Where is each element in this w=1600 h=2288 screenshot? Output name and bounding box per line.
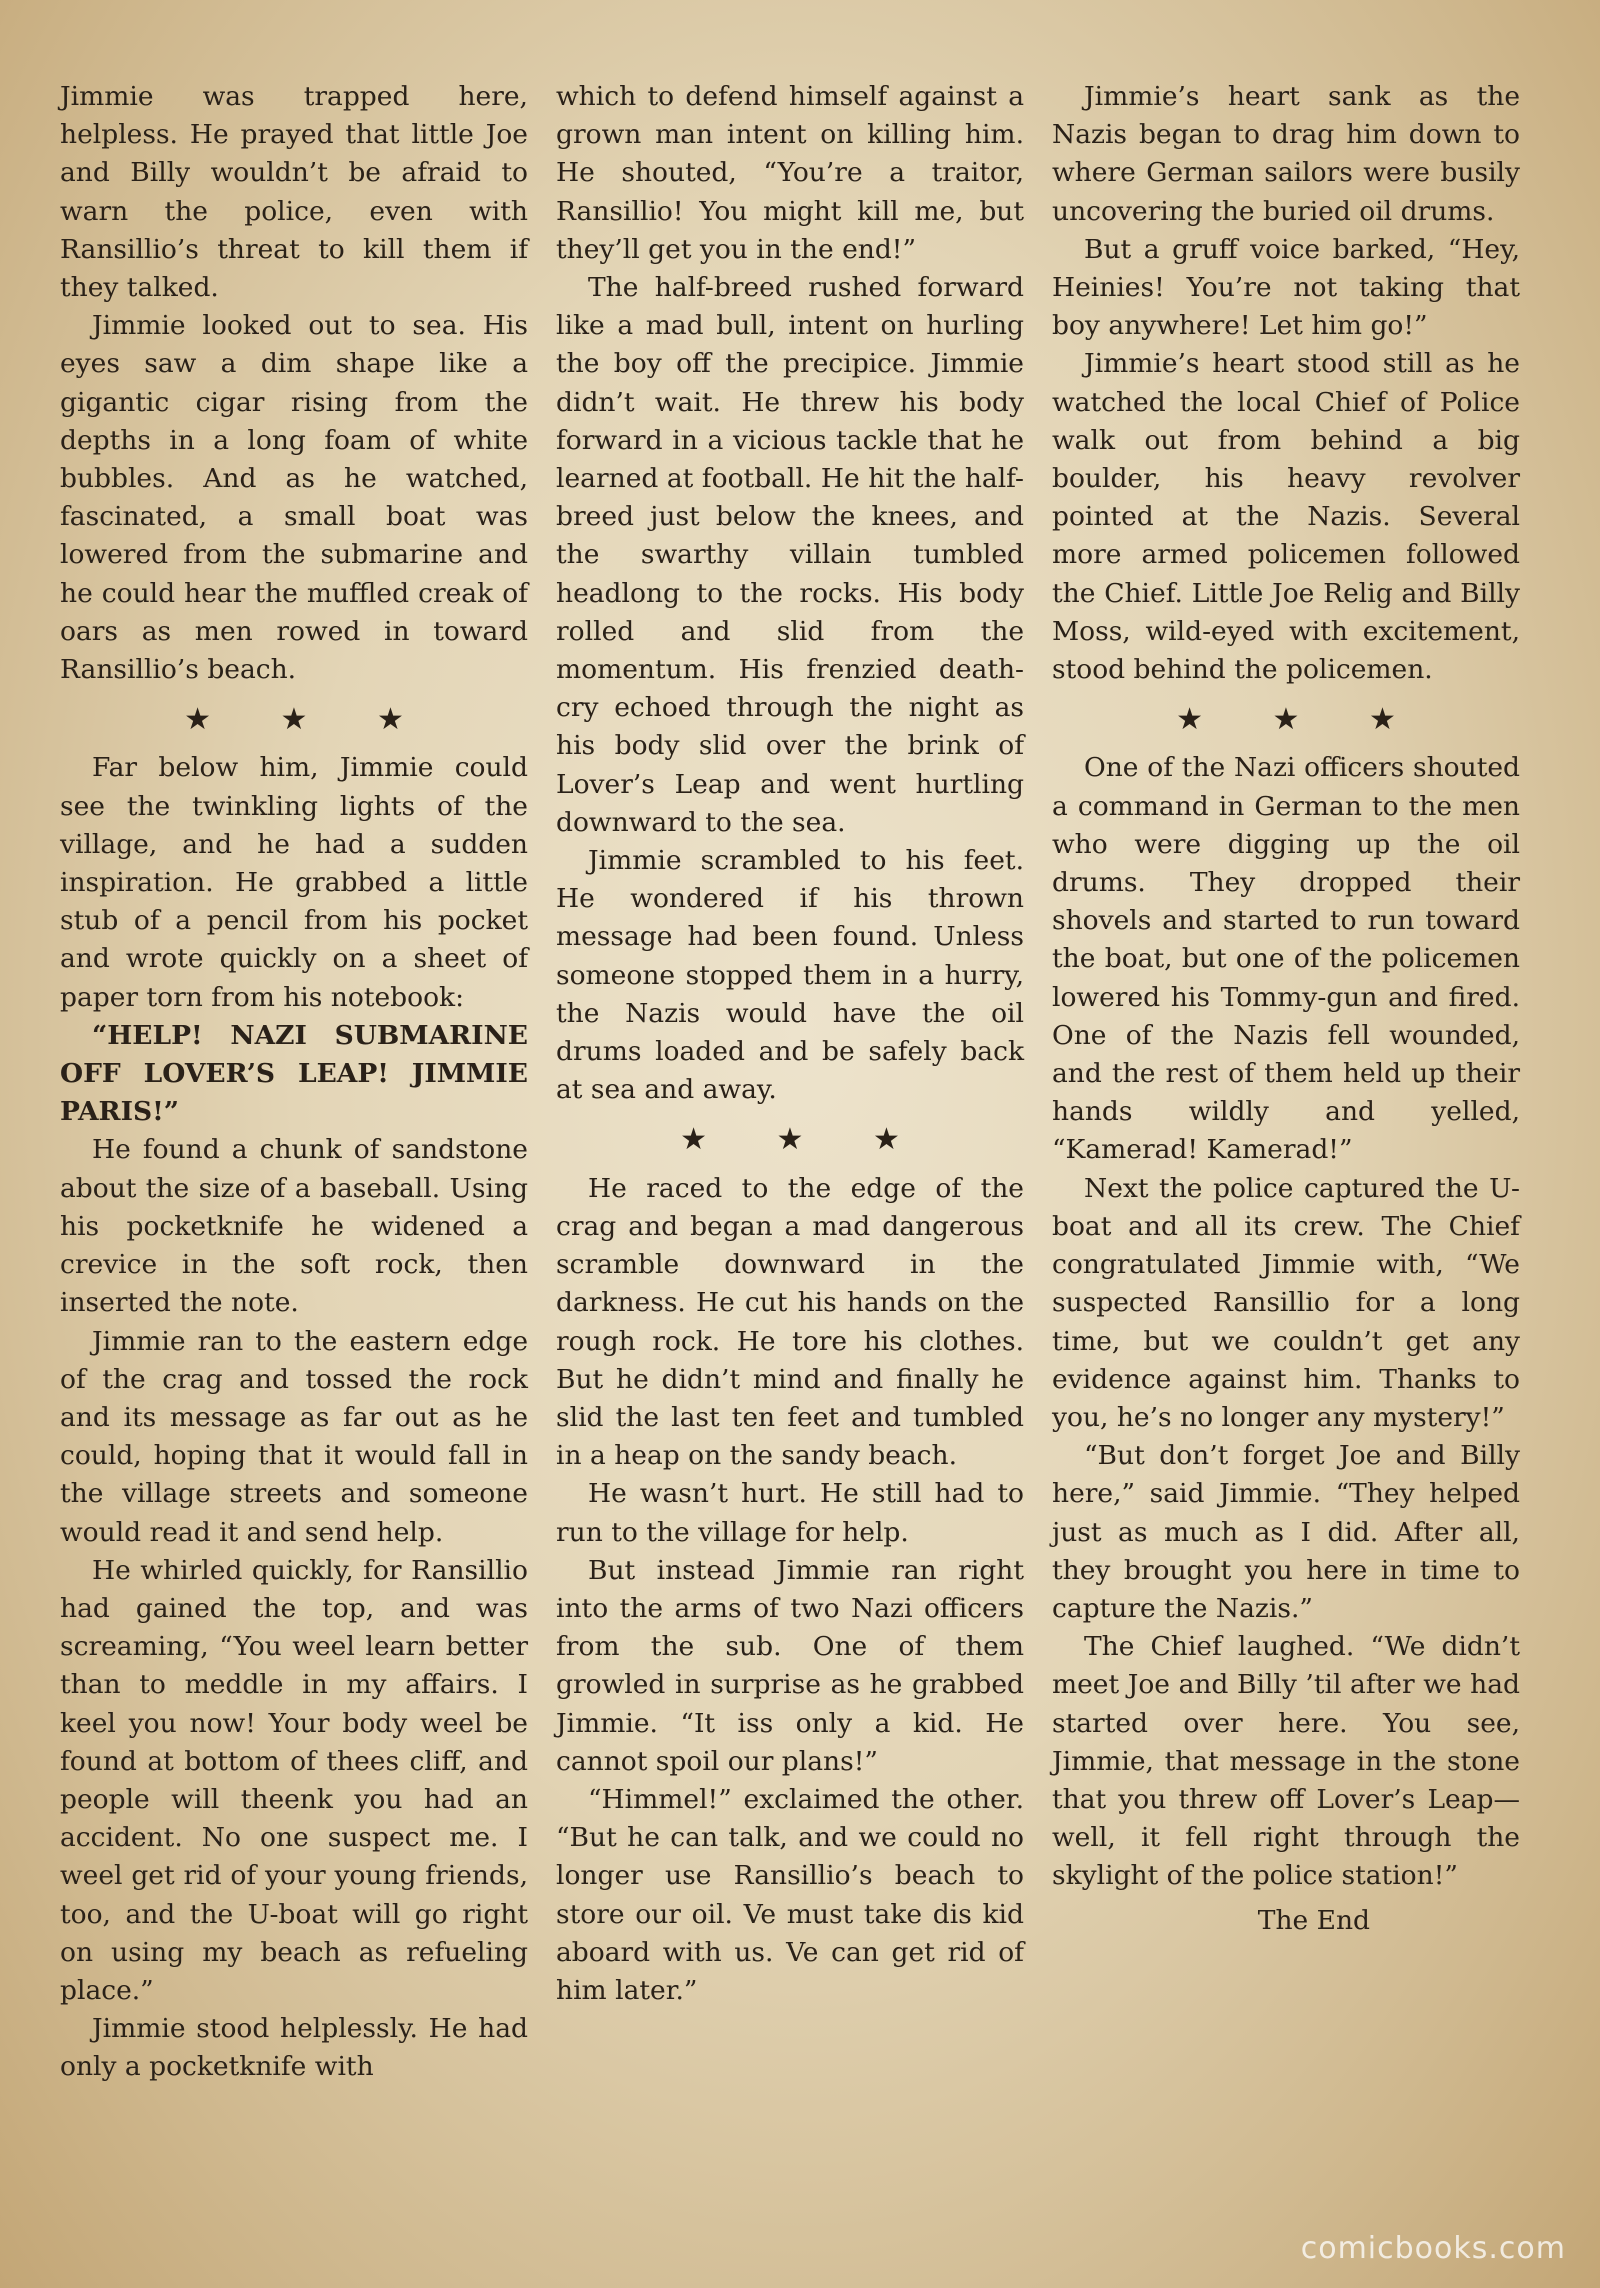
paragraph: which to defend himself against a grown man intent on killing him. He shouted, “You’re a traitor, Ransillio! You might kill me, but they’ll get you in the end!” xyxy=(556,81,1024,265)
paragraph: He found a chunk of sandstone about the size of a baseball. Using his pocketknife he widened a crevice in the soft rock, then inserted the note. xyxy=(60,1134,528,1319)
paragraph: He wasn’t hurt. He still had to run to the village for help. xyxy=(556,1478,1024,1548)
paragraph: “Himmel!” exclaimed the other. “But he can talk, and we could no longer use Ransillio’s beach to store our oil. Ve must take dis kid aboard with us. Ve can get rid of him later.” xyxy=(556,1783,1024,2006)
paragraph: The Chief laughed. “We didn’t meet Joe and Billy ’til after we had started over here. You see, Jimmie, that message in the stone that you threw off Lover’s Leap—well, it fell right through the skylight of the police station!” xyxy=(1052,1631,1520,1892)
section-break-stars: ★ ★ ★ xyxy=(680,1122,930,1158)
watermark: comicbooks.com xyxy=(1300,2231,1566,2266)
paragraph: “HELP! NAZI SUBMARINE OFF LOVER’S LEAP! JIMMIE PARIS!” xyxy=(60,1019,528,1128)
paragraph: But a gruff voice barked, “Hey, Heinies! You’re not taking that boy anywhere! Let him go!” xyxy=(1052,233,1520,342)
paragraph: Jimmie was trapped here, helpless. He prayed that little Joe and Billy wouldn’t be afraid to warn the police, even with Ransillio’s threat to kill them if they talked. xyxy=(60,81,528,304)
section-break-stars: ★ ★ ★ xyxy=(184,702,434,738)
paragraph: Jimmie stood helplessly. He had only a pocketknife with xyxy=(60,2013,528,2083)
paragraph: He whirled quickly, for Ransillio had gained the top, and was screaming, “You weel learn better than to meddle in my affairs. I keel you now! Your body weel be found at bottom of thees cliff, and people will theenk you had an accident. No one suspect me. I weel get rid of your young friends, too, and the U-boat will go right on using my beach as refueling place.” xyxy=(60,1554,528,2006)
paragraph: But instead Jimmie ran right into the arms of two Nazi officers from the sub. One of them growled in surprise as he grabbed Jimmie. “It iss only a kid. He cannot spoil our plans!” xyxy=(556,1554,1024,1777)
paragraph: Jimmie looked out to sea. His eyes saw a dim shape like a gigantic cigar rising from the depths in a long foam of white bubbles. And as he watched, fascinated, a small boat was lowered from the submarine and he could hear the muffled creak of oars as men rowed in toward Ransillio’s beach. xyxy=(60,310,528,686)
paragraph: Jimmie ran to the eastern edge of the crag and tossed the rock and its message as far out as he could, hoping that it would fall in the village streets and someone would read it and send help. xyxy=(60,1325,528,1548)
column-1 xyxy=(60,78,528,2118)
paragraph: Far below him, Jimmie could see the twinkling lights of the village, and he had a sudden inspiration. He grabbed a little stub of a pencil from his pocket and wrote quickly on a sheet of paper torn from his notebook: xyxy=(60,752,528,1013)
column-3 xyxy=(1052,78,1520,2118)
paragraph: Jimmie’s heart sank as the Nazis began to drag him down to where German sailors were busily uncovering the buried oil drums. xyxy=(1052,81,1520,227)
paragraph: “But don’t forget Joe and Billy here,” said Jimmie. “They helped just as much as I did. After all, they brought you here in time to capture the Nazis.” xyxy=(1052,1440,1520,1624)
paragraph: Jimmie scrambled to his feet. He wondered if his thrown message had been found. Unless someone stopped them in a hurry, the Nazis would have the oil drums loaded and be safely back at sea and away. xyxy=(556,845,1024,1106)
column-2 xyxy=(556,78,1024,2118)
text-columns xyxy=(60,78,1520,2118)
paragraph: He raced to the edge of the crag and began a mad dangerous scramble downward in the darkness. He cut his hands on the rough rock. He tore his clothes. But he didn’t mind and finally he slid the last ten feet and tumbled in a heap on the sandy beach. xyxy=(556,1172,1024,1472)
paragraph: Jimmie’s heart stood still as he watched the local Chief of Police walk out from behind a big boulder, his heavy revolver pointed at the Nazis. Several more armed policemen followed the Chief. Little Joe Relig and Billy Moss, wild-eyed with excitement, stood behind the policemen. xyxy=(1052,348,1520,686)
paragraph: Next the police captured the U-boat and all its crew. The Chief congratulated Jimmie with, “We suspected Ransillio for a long time, but we couldn’t get any evidence against him. Thanks to you, he’s no longer any mystery!” xyxy=(1052,1172,1520,1433)
paragraph: One of the Nazi officers shouted a command in German to the men who were digging up the oil drums. They dropped their shovels and started to run toward the boat, but one of the policemen lowered his Tommy-gun and fired. One of the Nazis fell wounded, and the rest of them held up their hands wildly and yelled, “Kamerad! Kamerad!” xyxy=(1052,752,1520,1166)
section-break-stars: ★ ★ ★ xyxy=(1176,702,1426,738)
paragraph: The half-breed rushed forward like a mad bull, intent on hurling the boy off the precipice. Jimmie didn’t wait. He threw his body forward in a vicious tackle that he learned at football. He hit the half-breed just below the knees, and the swarthy villain tumbled headlong to the rocks. His body rolled and slid from the momentum. His frenzied death-cry echoed through the night as his body slid over the brink of Lover’s Leap and went hurtling downward to the sea. xyxy=(556,272,1024,838)
the-end: The End xyxy=(1257,1904,1370,1936)
